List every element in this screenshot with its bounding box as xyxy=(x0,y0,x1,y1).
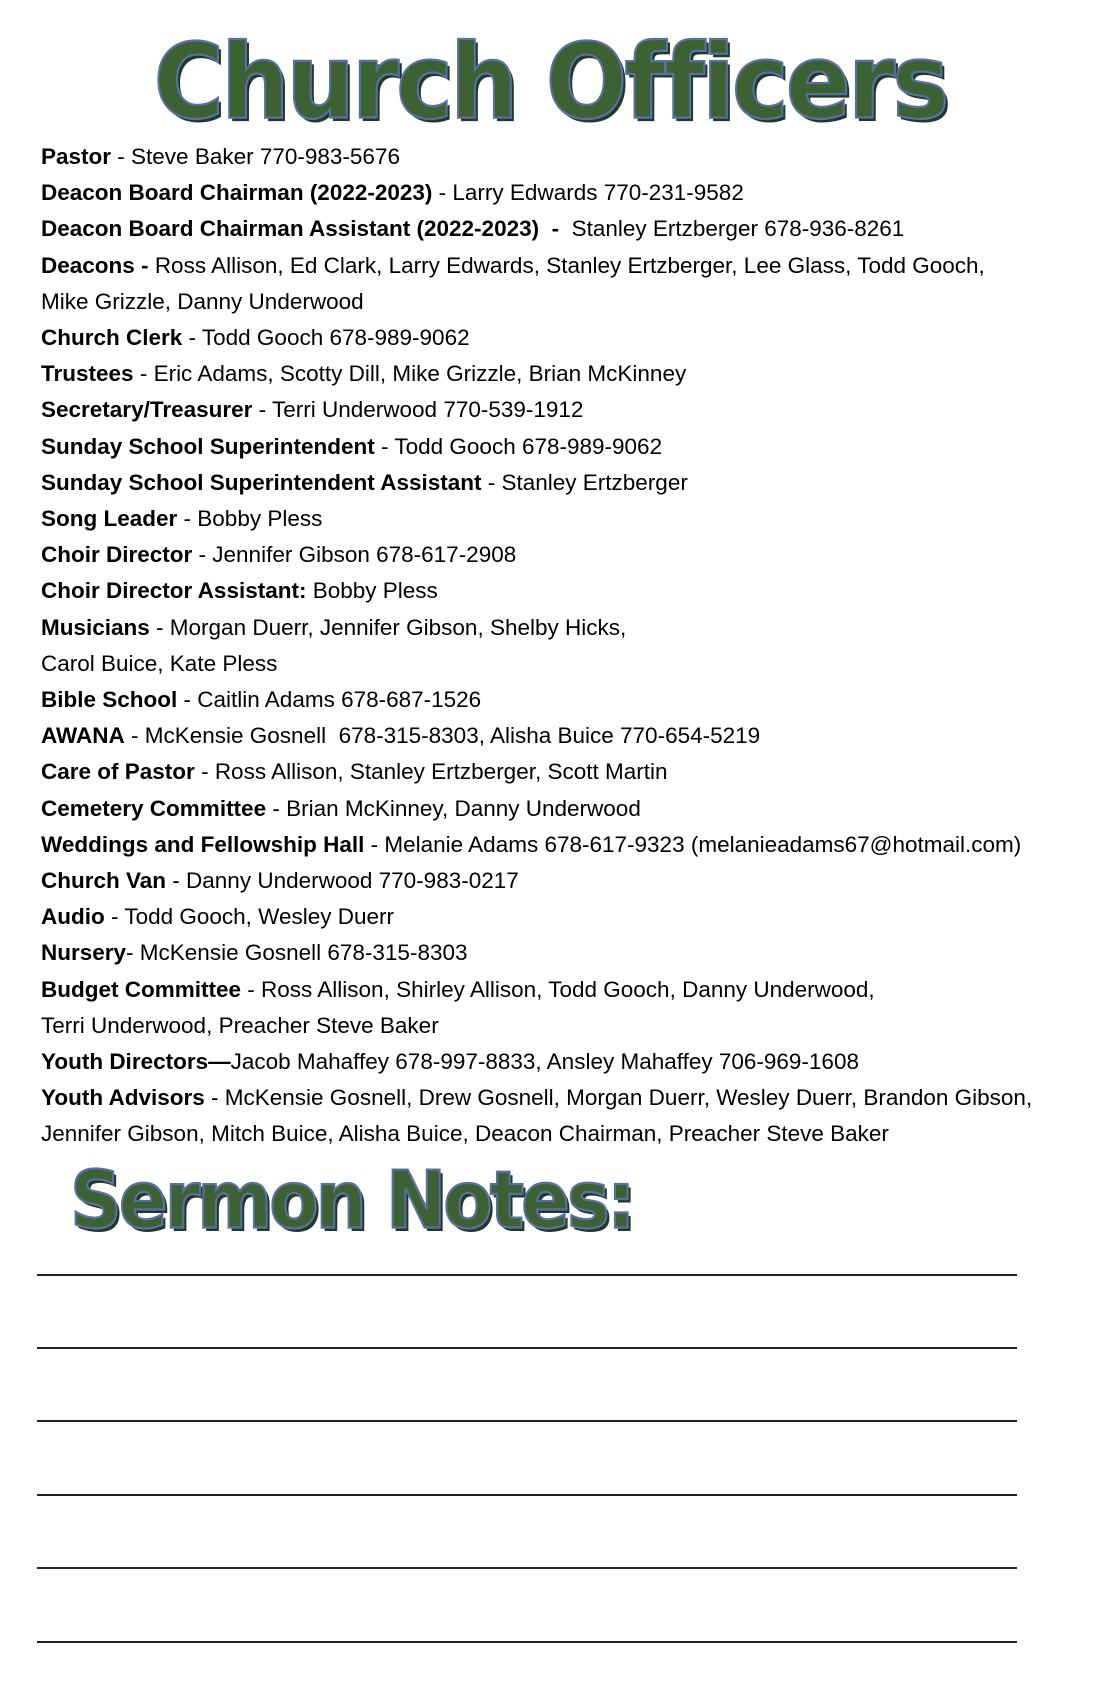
officer-line-song-leader xyxy=(41,501,1091,537)
officer-detail: Jennifer Gibson 678-617-2908 xyxy=(212,542,517,568)
officer-role: Bible School xyxy=(41,687,178,713)
officer-line-church-van xyxy=(41,863,1091,899)
officer-detail: Steve Baker 770-983-5676 xyxy=(131,144,400,169)
officer-detail: Carol Buice, Kate Pless xyxy=(41,650,278,676)
officer-role: Church Van xyxy=(41,868,167,894)
note-line xyxy=(37,1347,1017,1349)
officer-detail: Brian McKinney, Danny Underwood xyxy=(286,795,641,821)
officer-role: Song Leader xyxy=(41,506,178,532)
officer-line-church-clerk xyxy=(41,320,1091,356)
officer-separator: - xyxy=(133,361,154,387)
officer-line-choir-director-assistant xyxy=(41,573,1091,609)
officer-line-trustees xyxy=(41,356,1091,392)
officer-detail: Todd Gooch, Wesley Duerr xyxy=(124,904,395,930)
officer-separator: - xyxy=(192,542,213,568)
officer-detail: Eric Adams, Scotty Dill, Mike Grizzle, Brian McKinney xyxy=(153,361,687,387)
officer-separator: - xyxy=(364,831,385,857)
officer-separator: - xyxy=(194,759,215,785)
officer-role: Youth Advisors xyxy=(41,1085,205,1111)
officer-role: Audio xyxy=(41,904,105,930)
officer-detail: Stanley Ertzberger 678-936-8261 xyxy=(571,216,905,242)
officer-detail: Stanley Ertzberger xyxy=(501,469,688,495)
officer-separator: - xyxy=(481,469,502,495)
officer-role: Deacon Board Chairman Assistant (2022-2023) - xyxy=(41,216,560,242)
officer-line-musicians xyxy=(41,610,1091,646)
officer-role: Musicians xyxy=(41,614,150,640)
officer-line-youth-advisors xyxy=(41,1080,1091,1116)
officer-role: Sunday School Superintendent Assistant xyxy=(41,469,482,495)
officer-line-deacon-chairman xyxy=(41,175,1091,211)
officer-line-youth-advisors-cont xyxy=(41,1116,1091,1152)
officer-detail: Larry Edwards 770-231-9582 xyxy=(452,180,744,206)
officer-separator: - xyxy=(104,904,125,930)
officer-line-ss-superintendent-assistant xyxy=(41,465,1091,501)
officer-line-deacon-chairman-assistant xyxy=(41,211,1091,247)
officer-role: Deacon Board Chairman (2022-2023) xyxy=(41,180,433,206)
officer-detail: Jennifer Gibson, Mitch Buice, Alisha Buice, Deacon Chairman, Preacher Steve Baker xyxy=(41,1121,889,1147)
officer-line-weddings-fellowship-hall xyxy=(41,827,1091,863)
officer-role: Cemetery Committee xyxy=(41,795,267,821)
officer-role: Deacons - xyxy=(41,252,149,278)
officer-role: Trustees xyxy=(41,361,134,387)
officer-line-awana xyxy=(41,718,1091,754)
officer-separator: - xyxy=(124,723,145,749)
officer-separator xyxy=(559,216,572,241)
officer-separator: - xyxy=(204,1085,225,1111)
officer-separator: - xyxy=(432,180,453,206)
officer-detail: McKensie Gosnell 678-315-8303 xyxy=(139,940,468,966)
officer-detail: Danny Underwood 770-983-0217 xyxy=(186,868,519,894)
note-line xyxy=(37,1567,1017,1569)
page-title: Church Officers xyxy=(153,21,947,143)
note-line xyxy=(37,1641,1017,1643)
officer-separator: - xyxy=(182,325,202,351)
officer-line-pastor xyxy=(41,139,1091,175)
officer-line-ss-superintendent xyxy=(41,429,1091,465)
officer-line-musicians-cont xyxy=(41,646,1091,682)
officer-line-budget-committee xyxy=(41,972,1091,1008)
note-line xyxy=(37,1274,1017,1276)
officer-role: Youth Directors— xyxy=(41,1049,231,1075)
officer-separator: - xyxy=(266,795,287,821)
note-line xyxy=(37,1420,1017,1422)
officer-separator: - xyxy=(374,433,395,459)
sermon-notes-title: Sermon Notes: xyxy=(70,1153,633,1247)
officer-detail: McKensie Gosnell 678-315-8303, Alisha Buice 770-654-5219 xyxy=(144,723,761,749)
officer-separator: - xyxy=(166,868,187,894)
officer-detail: Ross Allison, Stanley Ertzberger, Scott Martin xyxy=(214,759,668,785)
officer-detail: Mike Grizzle, Danny Underwood xyxy=(41,288,364,314)
officer-role: Budget Committee xyxy=(41,976,242,1002)
officer-line-budget-committee-cont xyxy=(41,1008,1091,1044)
officer-role: Sunday School Superintendent xyxy=(41,433,375,459)
officer-role: Nursery xyxy=(41,940,127,966)
officer-line-youth-directors xyxy=(41,1044,1091,1080)
officer-detail: Terri Underwood, Preacher Steve Baker xyxy=(41,1012,439,1038)
officer-separator: - xyxy=(126,940,140,966)
officer-detail: Jacob Mahaffey 678-997-8833, Ansley Mahaffey 706-969-1608 xyxy=(230,1049,859,1075)
note-line xyxy=(37,1494,1017,1496)
officer-separator: - xyxy=(177,506,198,532)
officer-role: Pastor xyxy=(41,144,112,169)
officer-detail: Bobby Pless xyxy=(197,506,323,532)
officer-separator: - xyxy=(177,687,198,713)
officer-detail: Todd Gooch 678-989-9062 xyxy=(201,325,470,351)
officer-detail: Todd Gooch 678-989-9062 xyxy=(394,433,663,459)
officer-separator: - xyxy=(111,144,132,169)
officer-separator: - xyxy=(149,614,170,640)
officer-detail: Morgan Duerr, Jennifer Gibson, Shelby Hicks, xyxy=(169,614,627,640)
officer-detail: Ross Allison, Shirley Allison, Todd Gooch, Danny Underwood, xyxy=(261,976,875,1002)
officers-list xyxy=(41,139,1091,1153)
officer-role: Secretary/Treasurer xyxy=(41,397,253,423)
officer-role: Choir Director xyxy=(41,542,193,568)
officer-role: AWANA xyxy=(41,723,125,749)
officer-detail: Ross Allison, Ed Clark, Larry Edwards, Stanley Ertzberger, Lee Glass, Todd Gooch, xyxy=(154,252,985,278)
officer-detail: Melanie Adams 678-617-9323 (melanieadams67@hotmail.com) xyxy=(384,831,1022,857)
officer-line-bible-school xyxy=(41,682,1091,718)
officer-line-secretary-treasurer xyxy=(41,392,1091,428)
officer-line-deacons xyxy=(41,248,1091,284)
officer-role: Weddings and Fellowship Hall xyxy=(41,831,365,857)
officer-detail: Bobby Pless xyxy=(312,578,438,604)
officer-line-nursery xyxy=(41,935,1091,971)
officer-role: Care of Pastor xyxy=(41,759,195,785)
officer-role: Choir Director Assistant: xyxy=(41,578,307,604)
officer-detail: McKensie Gosnell, Drew Gosnell, Morgan Duerr, Wesley Duerr, Brandon Gibson, xyxy=(224,1085,1033,1111)
officer-line-deacons-cont xyxy=(41,284,1091,320)
officer-line-care-of-pastor xyxy=(41,754,1091,790)
officer-separator: - xyxy=(241,976,262,1002)
officer-role: Church Clerk xyxy=(41,325,183,351)
officer-line-audio xyxy=(41,899,1091,935)
officer-detail: Caitlin Adams 678-687-1526 xyxy=(197,687,482,713)
officer-separator: - xyxy=(252,397,272,423)
officer-line-cemetery-committee xyxy=(41,791,1091,827)
officer-line-choir-director xyxy=(41,537,1091,573)
officer-detail: Terri Underwood 770-539-1912 xyxy=(272,397,584,423)
